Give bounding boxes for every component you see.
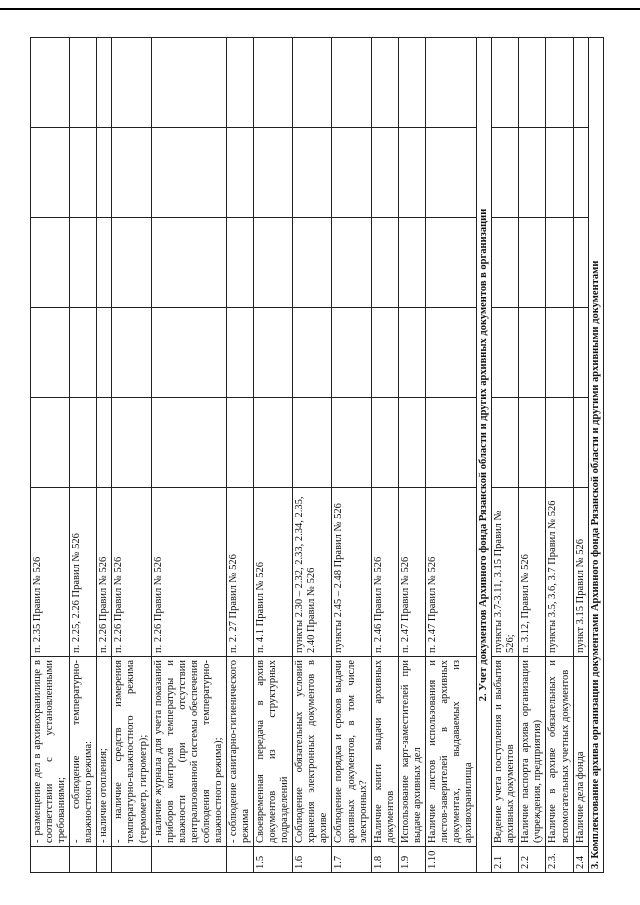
empty-cell — [398, 128, 425, 218]
section-row — [588, 38, 603, 873]
rule-reference: пункт 3.15 Правил № 526 — [573, 488, 588, 657]
empty-cell — [226, 218, 253, 308]
empty-cell — [573, 398, 588, 488]
table-row — [226, 38, 253, 873]
empty-cell — [293, 128, 332, 218]
empty-cell — [254, 218, 293, 308]
rule-reference: пункты 3.7-3.11, 3.15 Правил № 526; — [492, 488, 519, 657]
empty-cell — [332, 308, 371, 398]
requirement-text: Своевременная передача в архив документов из структурных подразделений — [254, 657, 293, 847]
requirement-text: Наличие дела фонда — [573, 657, 588, 847]
empty-cell — [70, 218, 97, 308]
empty-cell — [112, 308, 151, 398]
empty-cell — [425, 218, 476, 308]
rule-reference: п. 2. 27 Правил № 526 — [226, 488, 253, 657]
empty-cell — [519, 218, 546, 308]
row-number: 2.2 — [519, 847, 546, 873]
empty-cell — [492, 38, 519, 128]
table-row — [112, 38, 151, 873]
row-number — [112, 847, 151, 873]
empty-cell — [254, 128, 293, 218]
table-row — [573, 38, 588, 873]
requirement-text: Соблюдение обязательных условий хранения электронных документов в архиве — [293, 657, 332, 847]
empty-cell — [254, 398, 293, 488]
empty-cell — [226, 128, 253, 218]
empty-cell — [151, 38, 226, 128]
empty-cell — [332, 218, 371, 308]
rule-reference: п. 2.25, 2.26 Правил № 526 — [70, 488, 97, 657]
empty-cell — [492, 128, 519, 218]
empty-cell — [546, 218, 573, 308]
empty-cell — [293, 218, 332, 308]
empty-cell — [31, 218, 70, 308]
empty-cell — [70, 38, 97, 128]
empty-cell — [112, 218, 151, 308]
empty-cell — [97, 128, 112, 218]
empty-cell — [425, 308, 476, 398]
rule-reference: п. 2.47 Правил № 526 — [398, 488, 425, 657]
table-row — [371, 38, 398, 873]
empty-cell — [519, 308, 546, 398]
rule-reference: пункты 3.5, 3.6, 3.7 Правил № 526 — [546, 488, 573, 657]
rule-reference: п. 2.26 Правил № 526 — [151, 488, 226, 657]
empty-cell — [546, 38, 573, 128]
empty-cell — [332, 398, 371, 488]
rule-reference: п. 4.1 Правил № 526 — [254, 488, 293, 657]
table-row — [70, 38, 97, 873]
section-title: 2. Учет документов Архивного фонда Рязанской области и других архивных документов в организации — [477, 38, 492, 873]
row-number: 2.4 — [573, 847, 588, 873]
empty-cell — [398, 218, 425, 308]
table-row — [254, 38, 293, 873]
table-row — [519, 38, 546, 873]
requirement-text: Использование карт-заместителей при выдаче архивных дел — [398, 657, 425, 847]
empty-cell — [492, 398, 519, 488]
empty-cell — [425, 128, 476, 218]
table-row — [151, 38, 226, 873]
rule-reference: п. 3.12, Правил № 526 — [519, 488, 546, 657]
row-number — [70, 847, 97, 873]
table-row — [425, 38, 476, 873]
empty-cell — [97, 218, 112, 308]
empty-cell — [398, 38, 425, 128]
empty-cell — [425, 38, 476, 128]
empty-cell — [31, 398, 70, 488]
empty-cell — [371, 398, 398, 488]
checklist-table — [30, 37, 604, 873]
requirement-text: - соблюдение санитарно-гигиенического режима — [226, 657, 253, 847]
empty-cell — [70, 398, 97, 488]
empty-cell — [293, 38, 332, 128]
empty-cell — [425, 398, 476, 488]
rotated-table-container — [30, 38, 601, 873]
rule-reference: п. 2.26 Правил № 526 — [97, 488, 112, 657]
empty-cell — [546, 128, 573, 218]
requirement-text: - наличие отопления; — [97, 657, 112, 847]
empty-cell — [151, 128, 226, 218]
requirement-text: - наличие журнала для учета показаний приборов контроля температуры и влажности (при отсутствии централизованной системы обеспечения соблюдения температурно-влажностного режима); — [151, 657, 226, 847]
rule-reference: п. 2.35 Правил № 526 — [31, 488, 70, 657]
empty-cell — [70, 308, 97, 398]
requirement-text: Наличие паспорта архива организации (учреждения, предприятия) — [519, 657, 546, 847]
empty-cell — [371, 38, 398, 128]
empty-cell — [398, 398, 425, 488]
row-number — [31, 847, 70, 873]
empty-cell — [70, 128, 97, 218]
empty-cell — [519, 38, 546, 128]
empty-cell — [293, 398, 332, 488]
rule-reference: п. 2.47 Правил № 526 — [425, 488, 476, 657]
empty-cell — [97, 38, 112, 128]
requirement-text: Наличие в архиве обязательных и вспомогательных учетных документов — [546, 657, 573, 847]
empty-cell — [31, 308, 70, 398]
table-row — [293, 38, 332, 873]
empty-cell — [573, 38, 588, 128]
row-number: 2.3. — [546, 847, 573, 873]
section-title: 3. Комплектование архива организации документами Архивного фонда Рязанской области и другими архивными документами — [588, 38, 603, 873]
empty-cell — [112, 398, 151, 488]
empty-cell — [573, 218, 588, 308]
empty-cell — [31, 128, 70, 218]
row-number: 1.10 — [425, 847, 476, 873]
table-row — [97, 38, 112, 873]
empty-cell — [226, 398, 253, 488]
empty-cell — [492, 308, 519, 398]
row-number: 1.6 — [293, 847, 332, 873]
empty-cell — [332, 128, 371, 218]
empty-cell — [97, 398, 112, 488]
empty-cell — [112, 128, 151, 218]
empty-cell — [573, 308, 588, 398]
empty-cell — [398, 308, 425, 398]
row-number — [97, 847, 112, 873]
rule-reference: пункты 2.30 – 2.32, 2.33, 2.34, 2.35, 2.40 Правил № 526 — [293, 488, 332, 657]
empty-cell — [546, 398, 573, 488]
empty-cell — [151, 218, 226, 308]
empty-cell — [492, 218, 519, 308]
empty-cell — [254, 308, 293, 398]
empty-cell — [151, 308, 226, 398]
empty-cell — [226, 38, 253, 128]
row-number: 1.7 — [332, 847, 371, 873]
requirement-text: - наличие средств измерения температурно-влажностного режима (термометр, гигрометр); — [112, 657, 151, 847]
empty-cell — [31, 38, 70, 128]
empty-cell — [226, 308, 253, 398]
row-number: 1.5 — [254, 847, 293, 873]
requirement-text: Ведение учета поступления и выбытия архивных документов — [492, 657, 519, 847]
row-number — [226, 847, 253, 873]
requirement-text: Наличие листов использования и листов-заверителей в архивных документах, выдаваемых из архивохранилища — [425, 657, 476, 847]
empty-cell — [112, 38, 151, 128]
empty-cell — [519, 128, 546, 218]
table-row — [332, 38, 371, 873]
table-row — [546, 38, 573, 873]
empty-cell — [97, 308, 112, 398]
row-number: 1.9 — [398, 847, 425, 873]
empty-cell — [371, 128, 398, 218]
row-number: 1.8 — [371, 847, 398, 873]
empty-cell — [254, 38, 293, 128]
empty-cell — [546, 308, 573, 398]
empty-cell — [519, 398, 546, 488]
empty-cell — [371, 218, 398, 308]
table-body — [31, 38, 604, 873]
empty-cell — [293, 308, 332, 398]
row-number — [151, 847, 226, 873]
requirement-text: - соблюдение температурно-влажностного режима: — [70, 657, 97, 847]
table-row — [31, 38, 70, 873]
section-row — [477, 38, 492, 873]
requirement-text: - размещение дел в архивохранилище в соответствии с установленными требованиями; — [31, 657, 70, 847]
table-row — [492, 38, 519, 873]
row-number: 2.1 — [492, 847, 519, 873]
requirement-text: Соблюдение порядка и сроков выдачи архивных документов, в том числе электронных? — [332, 657, 371, 847]
table-row — [398, 38, 425, 873]
requirement-text: Наличие книги выдачи архивных документов — [371, 657, 398, 847]
rule-reference: пункты 2.45 – 2.48 Правил № 526 — [332, 488, 371, 657]
empty-cell — [332, 38, 371, 128]
empty-cell — [371, 308, 398, 398]
empty-cell — [573, 128, 588, 218]
rule-reference: п. 2.46 Правил № 526 — [371, 488, 398, 657]
rule-reference: п. 2.26 Правил № 526 — [112, 488, 151, 657]
empty-cell — [151, 398, 226, 488]
